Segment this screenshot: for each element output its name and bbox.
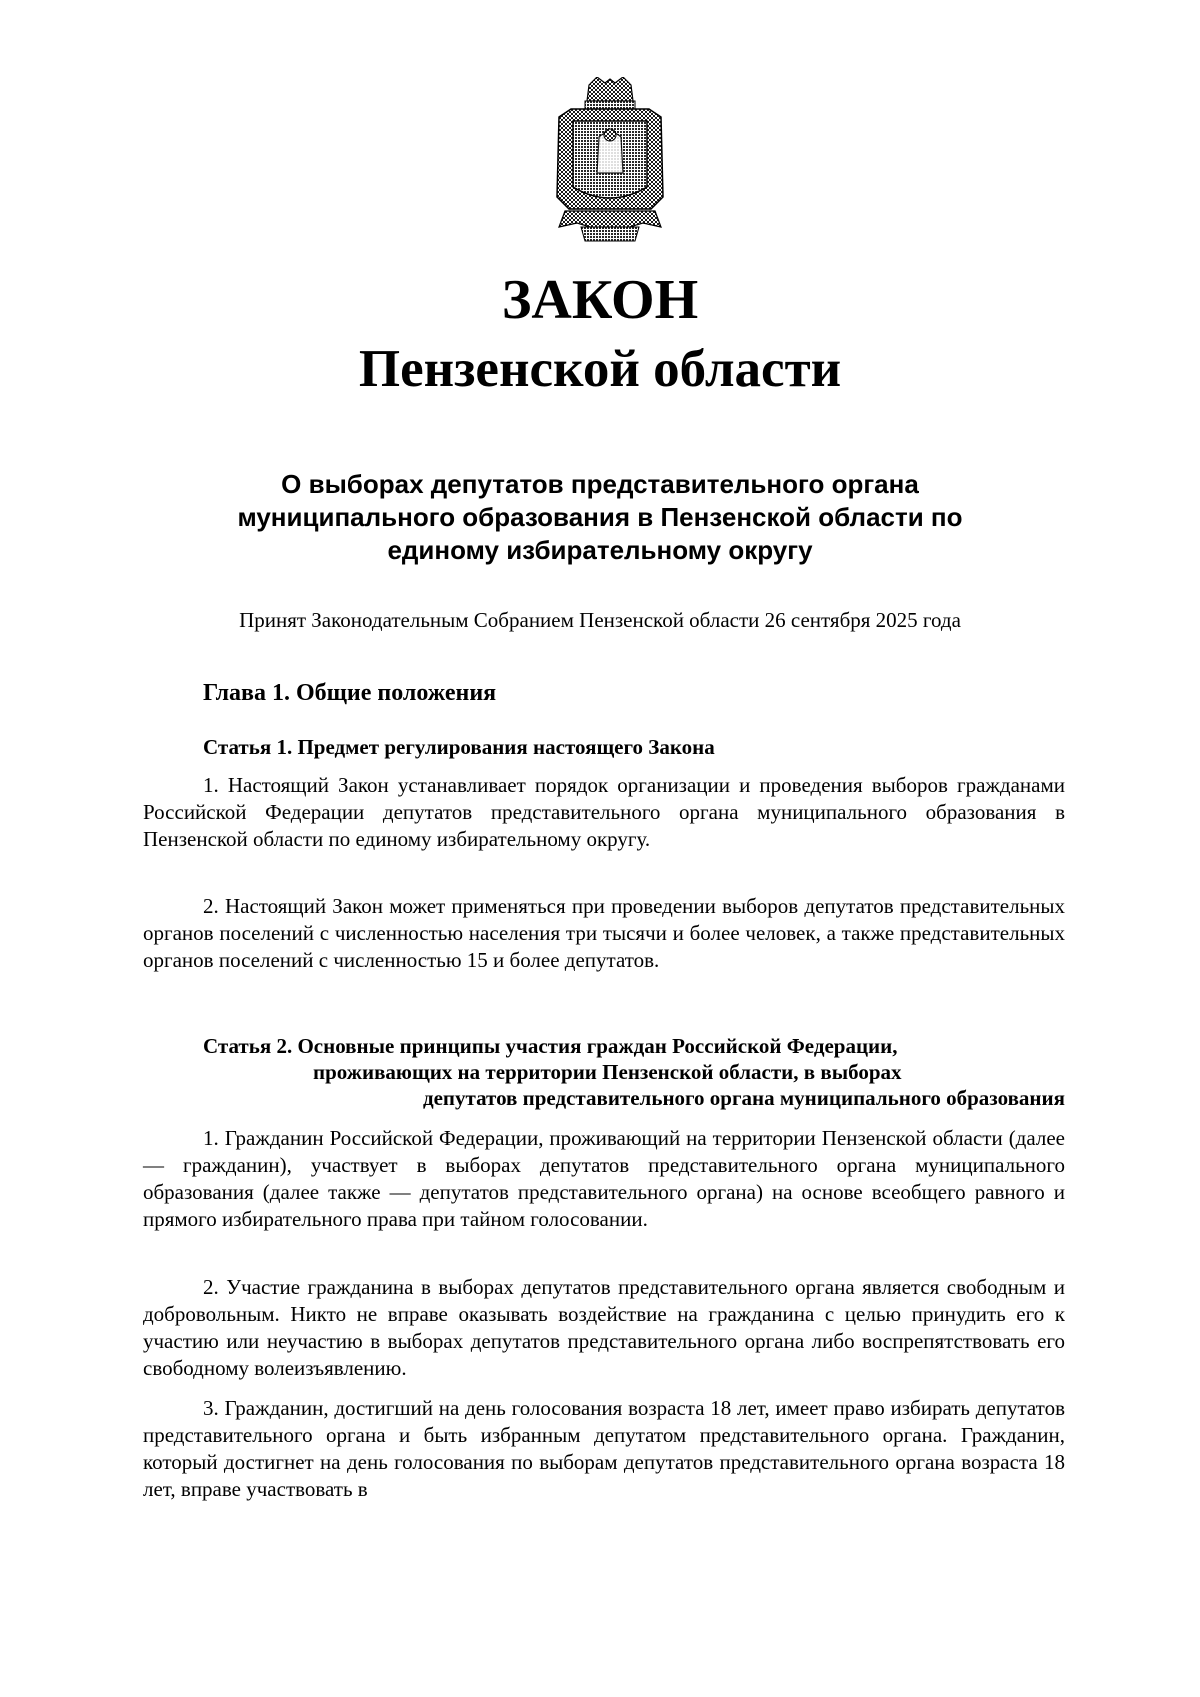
article-2-paragraph-1 [143,1125,1065,1233]
article-2-heading-line: проживающих на территории Пензенской области, в выборах [313,1060,902,1084]
document-region: Пензенской области [358,340,842,398]
article-1-paragraph-1 [143,772,1065,853]
law-name-line: единому избирательному округу [387,535,813,565]
article-2-paragraph-3 [143,1395,1065,1503]
paragraph-text: 2. Настоящий Закон может применяться при проведении выборов депутатов представительных органов поселений с численностью населения три тысячи и более человек, а также представительных органов поселений с численностью 15 и более депутатов. [143,894,1065,972]
article-2-heading-line: депутатов представительного органа муниципального образования [422,1086,1065,1110]
paragraph-text: 2. Участие гражданина в выборах депутатов представительного органа является свободным и добровольным. Никто не вправе оказывать воздействие на гражданина с целью принудить его к участию или неучастию в выборах депутатов представительного органа либо воспрепятствовать его свободному волеизъявлению. [143,1275,1065,1380]
coat-of-arms-icon [551,77,669,242]
law-name-line: О выборах депутатов представительного органа [281,469,919,499]
paragraph-text: 3. Гражданин, достигший на день голосования возраста 18 лет, имеет право избирать депутатов представительного органа и быть избранным депутатом представительного органа. Гражданин, который достигнет на день голосования по выборам депутатов представительного органа возраста 18 лет, вправе участвовать в [143,1396,1065,1501]
document-title: ЗАКОН [501,269,699,331]
article-1-paragraph-2 [143,893,1065,974]
adoption-note: Принят Законодательным Собранием Пензенской области 26 сентября 2025 года [239,608,961,632]
article-2-heading-line: Статья 2. Основные принципы участия граждан Российской Федерации, [203,1034,898,1058]
law-name [140,468,1060,567]
article-2-paragraph-2 [143,1274,1065,1382]
article-2-heading [203,1033,1065,1111]
article-1-heading: Статья 1. Предмет регулирования настоящего Закона [203,735,715,759]
paragraph-text: 1. Гражданин Российской Федерации, проживающий на территории Пензенской области (далее — гражданин), участвует в выборах депутатов представительного органа муниципального образования (далее также — депутатов представительного органа) на основе всеобщего равного и прямого избирательного права при тайном голосовании. [143,1126,1065,1231]
chapter-heading: Глава 1. Общие положения [203,680,497,706]
paragraph-text: 1. Настоящий Закон устанавливает порядок организации и проведения выборов гражданами Российской Федерации депутатов представительного органа муниципального образования в Пензенской области по единому избирательному округу. [143,773,1065,851]
law-name-line: муниципального образования в Пензенской области по [237,502,963,532]
